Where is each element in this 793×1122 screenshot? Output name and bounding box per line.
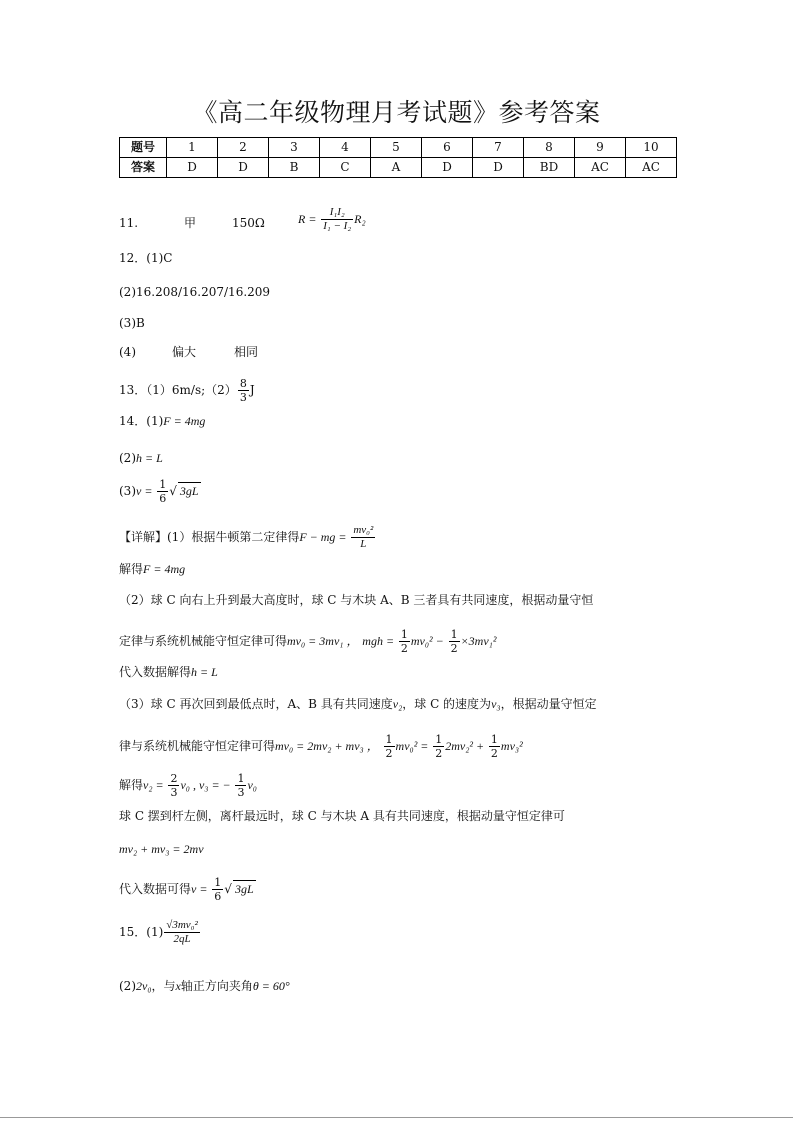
q13-unit: J — [249, 383, 255, 397]
detail-p3: （2）球 C 向右上升到最大高度时，球 C 与木块 A、B 三者具有共同速度，根据动量守恒 — [119, 593, 594, 607]
q14-line-2-eq: h = L — [136, 451, 163, 465]
detail-p11-fraction — [212, 876, 223, 903]
q14-line-3-den: 6 — [159, 492, 167, 505]
detail-p8-d2: 3 — [237, 786, 245, 799]
q13-text: 13．（1）6m/s;（2） — [119, 383, 237, 397]
table-row-answers — [120, 158, 677, 178]
q11-formula-den: I₁ − I₂ — [323, 220, 352, 232]
detail-p11-num: 1 — [214, 876, 222, 889]
detail-p4-eq2c: ×3mv₁² — [460, 634, 497, 648]
detail-p7-t2: 2mv₂² + — [445, 739, 485, 753]
detail-p8-n2: 1 — [237, 772, 245, 785]
q12-line-3: (3)B — [119, 316, 145, 330]
detail-p1-text: 【详解】(1）根据牛顿第二定律得 — [119, 530, 300, 544]
detail-p4-eq2a: mgh = — [362, 634, 395, 648]
detail-p4-frac2 — [449, 628, 460, 655]
detail-p1 — [119, 524, 376, 551]
table-cell: 9 — [575, 138, 626, 158]
detail-p6-v3: v₃ — [491, 697, 501, 711]
detail-p11-sqrt: 3gL — [234, 882, 254, 896]
q14-line-2 — [119, 450, 163, 466]
detail-p7-text: 律与系统机械能守恒定律可得 — [119, 739, 276, 753]
detail-p4 — [119, 628, 496, 655]
table-cell: 10 — [626, 138, 677, 158]
detail-p10 — [119, 841, 204, 857]
detail-p8-text: 解得 — [119, 778, 144, 792]
q14-line-3-eq: v = — [136, 484, 153, 498]
q13-den: 3 — [239, 391, 247, 404]
table-cell: 1 — [167, 138, 218, 158]
detail-p11-den: 6 — [214, 890, 222, 903]
table-cell: A — [371, 158, 422, 178]
q11-number: 11. — [119, 216, 139, 230]
detail-p5 — [119, 664, 218, 680]
detail-p8-a: v₂ = — [143, 778, 164, 792]
q12-line-4-answer-2: 相同 — [234, 345, 259, 359]
table-cell: 5 — [371, 138, 422, 158]
detail-p1-eq: F − mg = — [299, 530, 347, 544]
detail-p9: 球 C 摆到杆左侧，离杆最远时，球 C 与木块 A 具有共同速度，根据动量守恒定律可 — [119, 809, 565, 823]
table-header-answer: 答案 — [120, 158, 167, 178]
table-header-number: 题号 — [120, 138, 167, 158]
table-cell: BD — [524, 158, 575, 178]
q12-line-4-label: (4) — [119, 345, 136, 359]
q11-formula-lhs: R = — [298, 212, 317, 226]
table-cell: 2 — [218, 138, 269, 158]
table-cell: 7 — [473, 138, 524, 158]
q15-line-2-angle: θ = 60° — [252, 979, 290, 993]
q15-line-2-label: (2) — [119, 979, 136, 993]
detail-p8-b: v₀ , v₃ = − — [180, 778, 231, 792]
detail-p4-d1: 2 — [400, 642, 408, 655]
q11-answer-2: 150Ω — [232, 216, 265, 230]
footer-divider — [0, 1117, 793, 1118]
detail-p6 — [119, 696, 597, 712]
detail-p7-t3: mv₃² — [500, 739, 523, 753]
table-cell: AC — [626, 158, 677, 178]
table-cell: D — [473, 158, 524, 178]
q14-line-3-label: (3) — [119, 484, 136, 498]
detail-p2 — [119, 561, 185, 577]
detail-p8-d1: 3 — [170, 786, 178, 799]
detail-p11: 代入数据可得v = $\frac{1}{6}$ √ 3gL — [119, 876, 254, 903]
table-cell: D — [167, 158, 218, 178]
q15-line-2-tail: 轴正方向夹角 — [180, 979, 253, 993]
detail-p4-eq2b: mv₀² − — [410, 634, 444, 648]
q11-answer-1: 甲 — [184, 216, 197, 230]
q11-formula — [298, 206, 366, 233]
q15-line-2-mid: ，与 — [151, 979, 176, 993]
detail-p4-n1: 1 — [400, 628, 408, 641]
detail-p4-frac1 — [399, 628, 410, 655]
answer-table — [119, 137, 677, 178]
detail-p4-eq1: mv₀ = 3mv₁ ， — [287, 634, 359, 648]
detail-p7-n2: 1 — [435, 733, 443, 746]
q11-formula-tail: R₂ — [354, 212, 366, 226]
q15-line-1-num: √3mv₀² — [166, 919, 198, 931]
q11-formula-fraction — [321, 206, 353, 233]
detail-p7 — [119, 733, 523, 760]
q14-line-1 — [119, 413, 205, 429]
q15-line-1-label: 15．(1) — [119, 925, 164, 939]
table-cell: 3 — [269, 138, 320, 158]
detail-p7-n1: 1 — [385, 733, 393, 746]
page-title: 《高二年级物理月考试题》参考答案 — [192, 98, 601, 127]
table-cell: C — [320, 158, 371, 178]
q14-line-3: (3)v = $\frac{1}{6}$ √ 3gL — [119, 478, 199, 505]
q15-line-1-fraction — [164, 919, 200, 946]
table-cell: 6 — [422, 138, 473, 158]
table-cell: D — [218, 158, 269, 178]
q15-line-1-den: 2qL — [173, 933, 191, 945]
q12-line-2: (2)16.208/16.207/16.209 — [119, 285, 271, 299]
detail-p4-d2: 2 — [450, 642, 458, 655]
detail-p8-n1: 2 — [170, 772, 178, 785]
detail-p7-d3: 2 — [490, 747, 498, 760]
detail-p4-text: 定律与系统机械能守恒定律可得 — [119, 634, 288, 648]
detail-p1-den: L — [360, 538, 367, 550]
q11-formula-num: I₁I₂ — [321, 206, 353, 220]
detail-p7-t1: mv₀² = — [395, 739, 429, 753]
q15-line-2-x: x — [175, 979, 181, 993]
q12-line-1: 12．(1)C — [119, 251, 173, 265]
detail-p7-frac3 — [489, 733, 500, 760]
q15-line-2 — [119, 978, 290, 994]
q15-line-2-eq: 2v₀ — [136, 979, 152, 993]
detail-p5-text: 代入数据解得 — [119, 665, 192, 679]
q14-line-3-fraction — [157, 478, 168, 505]
detail-p8 — [119, 772, 257, 799]
detail-p2-text: 解得 — [119, 562, 144, 576]
table-row-numbers — [120, 138, 677, 158]
detail-p7-d2: 2 — [435, 747, 443, 760]
q14-line-1-eq: F = 4mg — [163, 414, 206, 428]
table-cell: 4 — [320, 138, 371, 158]
detail-p8-frac1 — [168, 772, 179, 799]
detail-p1-num: mv₀² — [353, 524, 374, 536]
detail-p7-n3: 1 — [490, 733, 498, 746]
q13-line — [119, 377, 255, 404]
table-cell: B — [269, 158, 320, 178]
detail-p6-v2: v₂ — [392, 697, 403, 711]
table-cell: D — [422, 158, 473, 178]
detail-p2-eq: F = 4mg — [143, 562, 186, 576]
table-cell: AC — [575, 158, 626, 178]
detail-p6-text-b: ，球 C 的速度为 — [402, 697, 492, 711]
detail-p6-text-c: ，根据动量守恒定 — [500, 697, 597, 711]
q13-fraction — [238, 377, 249, 404]
detail-p5-eq: h = L — [191, 665, 218, 679]
detail-p7-eq1: mv₀ = 2mv₂ + mv₃ ， — [275, 739, 379, 753]
q12-line-4-answer-1: 偏大 — [172, 345, 197, 359]
detail-p11-text: 代入数据可得 — [119, 882, 192, 896]
detail-p4-n2: 1 — [450, 628, 458, 641]
q14-line-1-label: 14．(1) — [119, 414, 164, 428]
table-cell: 8 — [524, 138, 575, 158]
q14-line-2-label: (2) — [119, 451, 136, 465]
q14-line-3-num: 1 — [159, 478, 167, 491]
q14-line-3-sqrt: 3gL — [179, 484, 199, 498]
detail-p10-eq: mv₂ + mv₃ = 2mv — [119, 842, 204, 856]
detail-p1-fraction — [351, 524, 375, 551]
detail-p8-c: v₀ — [247, 778, 257, 792]
detail-p7-d1: 2 — [385, 747, 393, 760]
detail-p11-eq: v = — [191, 882, 208, 896]
detail-p7-frac2 — [433, 733, 444, 760]
q13-num: 8 — [239, 377, 247, 390]
q15-line-1 — [119, 919, 201, 946]
detail-p6-text-a: （3）球 C 再次回到最低点时，A、B 具有共同速度 — [119, 697, 393, 711]
detail-p7-frac1 — [384, 733, 395, 760]
detail-p8-frac2 — [235, 772, 246, 799]
